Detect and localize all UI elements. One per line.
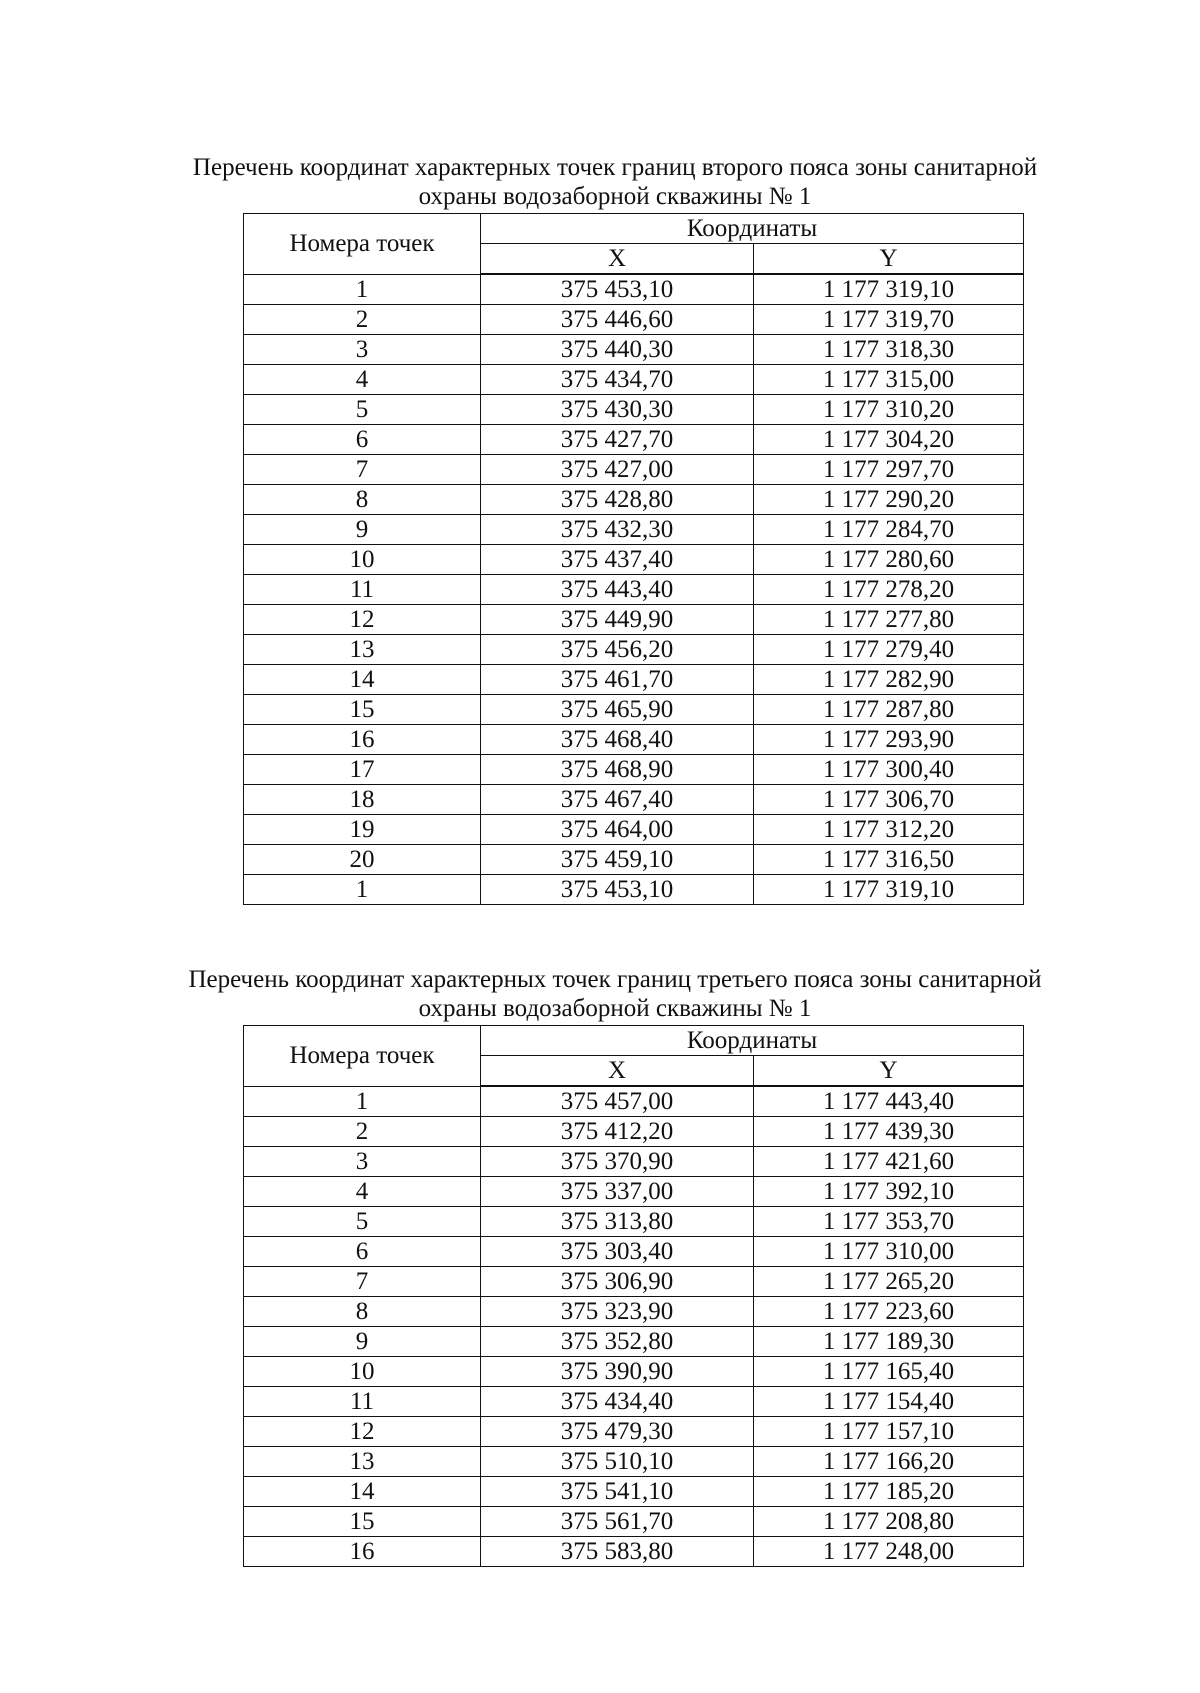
x-coordinate-cell: 375 461,70 xyxy=(481,665,754,695)
y-coordinate-cell: 1 177 312,20 xyxy=(754,815,1024,845)
coordinates-table-third-belt xyxy=(243,1025,1024,1567)
header-coordinates: Координаты xyxy=(481,1026,1024,1056)
point-number-cell: 10 xyxy=(244,1357,481,1387)
y-coordinate-cell: 1 177 223,60 xyxy=(754,1297,1024,1327)
table-row xyxy=(244,1477,1024,1507)
table-row xyxy=(244,605,1024,635)
table-row xyxy=(244,455,1024,485)
table-row xyxy=(244,1117,1024,1147)
table-row xyxy=(244,425,1024,455)
table-row xyxy=(244,815,1024,845)
point-number-cell: 10 xyxy=(244,545,481,575)
x-coordinate-cell: 375 306,90 xyxy=(481,1267,754,1297)
point-number-cell: 1 xyxy=(244,1086,481,1117)
point-number-cell: 5 xyxy=(244,1207,481,1237)
point-number-cell: 16 xyxy=(244,1537,481,1567)
point-number-cell: 8 xyxy=(244,1297,481,1327)
x-coordinate-cell: 375 465,90 xyxy=(481,695,754,725)
x-coordinate-cell: 375 459,10 xyxy=(481,845,754,875)
header-y: Y xyxy=(754,1056,1024,1087)
x-coordinate-cell: 375 432,30 xyxy=(481,515,754,545)
y-coordinate-cell: 1 177 319,70 xyxy=(754,305,1024,335)
point-number-cell: 16 xyxy=(244,725,481,755)
y-coordinate-cell: 1 177 165,40 xyxy=(754,1357,1024,1387)
table-row xyxy=(244,1297,1024,1327)
x-coordinate-cell: 375 430,30 xyxy=(481,395,754,425)
point-number-cell: 15 xyxy=(244,695,481,725)
table-row xyxy=(244,1207,1024,1237)
header-coordinates: Координаты xyxy=(481,214,1024,244)
y-coordinate-cell: 1 177 319,10 xyxy=(754,875,1024,905)
y-coordinate-cell: 1 177 290,20 xyxy=(754,485,1024,515)
x-coordinate-cell: 375 303,40 xyxy=(481,1237,754,1267)
point-number-cell: 14 xyxy=(244,665,481,695)
y-coordinate-cell: 1 177 278,20 xyxy=(754,575,1024,605)
title-line-2: охраны водозаборной скважины № 1 xyxy=(418,183,812,210)
y-coordinate-cell: 1 177 443,40 xyxy=(754,1086,1024,1117)
table-row xyxy=(244,635,1024,665)
point-number-cell: 5 xyxy=(244,395,481,425)
table-row xyxy=(244,515,1024,545)
point-number-cell: 20 xyxy=(244,845,481,875)
x-coordinate-cell: 375 323,90 xyxy=(481,1297,754,1327)
point-number-cell: 6 xyxy=(244,1237,481,1267)
point-number-cell: 14 xyxy=(244,1477,481,1507)
x-coordinate-cell: 375 468,40 xyxy=(481,725,754,755)
point-number-cell: 18 xyxy=(244,785,481,815)
point-number-cell: 6 xyxy=(244,425,481,455)
x-coordinate-cell: 375 561,70 xyxy=(481,1507,754,1537)
header-point-numbers: Номера точек xyxy=(244,214,481,275)
table-row xyxy=(244,1537,1024,1567)
point-number-cell: 1 xyxy=(244,875,481,905)
coordinates-table-second-belt xyxy=(243,213,1024,905)
table-row xyxy=(244,1387,1024,1417)
x-coordinate-cell: 375 337,00 xyxy=(481,1177,754,1207)
table-row xyxy=(244,395,1024,425)
x-coordinate-cell: 375 479,30 xyxy=(481,1417,754,1447)
y-coordinate-cell: 1 177 287,80 xyxy=(754,695,1024,725)
table-row xyxy=(244,274,1024,305)
y-coordinate-cell: 1 177 315,00 xyxy=(754,365,1024,395)
x-coordinate-cell: 375 370,90 xyxy=(481,1147,754,1177)
table-row xyxy=(244,1086,1024,1117)
x-coordinate-cell: 375 449,90 xyxy=(481,605,754,635)
x-coordinate-cell: 375 446,60 xyxy=(481,305,754,335)
table-row xyxy=(244,695,1024,725)
table-row xyxy=(244,1237,1024,1267)
point-number-cell: 11 xyxy=(244,1387,481,1417)
y-coordinate-cell: 1 177 306,70 xyxy=(754,785,1024,815)
y-coordinate-cell: 1 177 208,80 xyxy=(754,1507,1024,1537)
header-point-numbers: Номера точек xyxy=(244,1026,481,1087)
table-row xyxy=(244,1417,1024,1447)
table-row xyxy=(244,305,1024,335)
y-coordinate-cell: 1 177 310,00 xyxy=(754,1237,1024,1267)
y-coordinate-cell: 1 177 154,40 xyxy=(754,1387,1024,1417)
point-number-cell: 13 xyxy=(244,1447,481,1477)
y-coordinate-cell: 1 177 280,60 xyxy=(754,545,1024,575)
y-coordinate-cell: 1 177 310,20 xyxy=(754,395,1024,425)
y-coordinate-cell: 1 177 157,10 xyxy=(754,1417,1024,1447)
x-coordinate-cell: 375 457,00 xyxy=(481,1086,754,1117)
x-coordinate-cell: 375 541,10 xyxy=(481,1477,754,1507)
x-coordinate-cell: 375 434,70 xyxy=(481,365,754,395)
table-row xyxy=(244,1147,1024,1177)
x-coordinate-cell: 375 583,80 xyxy=(481,1537,754,1567)
section-title-second-belt xyxy=(150,153,1080,211)
table-row xyxy=(244,1327,1024,1357)
x-coordinate-cell: 375 453,10 xyxy=(481,875,754,905)
table-row xyxy=(244,1267,1024,1297)
table-row xyxy=(244,1507,1024,1537)
y-coordinate-cell: 1 177 185,20 xyxy=(754,1477,1024,1507)
x-coordinate-cell: 375 440,30 xyxy=(481,335,754,365)
table-row xyxy=(244,335,1024,365)
x-coordinate-cell: 375 510,10 xyxy=(481,1447,754,1477)
point-number-cell: 12 xyxy=(244,1417,481,1447)
point-number-cell: 3 xyxy=(244,335,481,365)
table-body xyxy=(244,274,1024,905)
x-coordinate-cell: 375 390,90 xyxy=(481,1357,754,1387)
y-coordinate-cell: 1 177 304,20 xyxy=(754,425,1024,455)
y-coordinate-cell: 1 177 189,30 xyxy=(754,1327,1024,1357)
title-line-1: Перечень координат характерных точек границ второго пояса зоны санитарной xyxy=(192,154,1038,181)
y-coordinate-cell: 1 177 284,70 xyxy=(754,515,1024,545)
y-coordinate-cell: 1 177 392,10 xyxy=(754,1177,1024,1207)
table-row xyxy=(244,575,1024,605)
point-number-cell: 1 xyxy=(244,274,481,305)
y-coordinate-cell: 1 177 439,30 xyxy=(754,1117,1024,1147)
point-number-cell: 11 xyxy=(244,575,481,605)
point-number-cell: 4 xyxy=(244,365,481,395)
point-number-cell: 7 xyxy=(244,455,481,485)
y-coordinate-cell: 1 177 265,20 xyxy=(754,1267,1024,1297)
x-coordinate-cell: 375 412,20 xyxy=(481,1117,754,1147)
point-number-cell: 8 xyxy=(244,485,481,515)
point-number-cell: 12 xyxy=(244,605,481,635)
title-line-2: охраны водозаборной скважины № 1 xyxy=(418,995,812,1022)
y-coordinate-cell: 1 177 318,30 xyxy=(754,335,1024,365)
x-coordinate-cell: 375 427,00 xyxy=(481,455,754,485)
table-row xyxy=(244,485,1024,515)
point-number-cell: 7 xyxy=(244,1267,481,1297)
point-number-cell: 2 xyxy=(244,1117,481,1147)
x-coordinate-cell: 375 352,80 xyxy=(481,1327,754,1357)
y-coordinate-cell: 1 177 166,20 xyxy=(754,1447,1024,1477)
point-number-cell: 19 xyxy=(244,815,481,845)
table-row xyxy=(244,1447,1024,1477)
point-number-cell: 17 xyxy=(244,755,481,785)
x-coordinate-cell: 375 427,70 xyxy=(481,425,754,455)
x-coordinate-cell: 375 467,40 xyxy=(481,785,754,815)
table-row xyxy=(244,755,1024,785)
point-number-cell: 9 xyxy=(244,1327,481,1357)
point-number-cell: 15 xyxy=(244,1507,481,1537)
table-row xyxy=(244,545,1024,575)
x-coordinate-cell: 375 464,00 xyxy=(481,815,754,845)
table-row xyxy=(244,875,1024,905)
y-coordinate-cell: 1 177 297,70 xyxy=(754,455,1024,485)
point-number-cell: 4 xyxy=(244,1177,481,1207)
y-coordinate-cell: 1 177 319,10 xyxy=(754,274,1024,305)
y-coordinate-cell: 1 177 277,80 xyxy=(754,605,1024,635)
x-coordinate-cell: 375 434,40 xyxy=(481,1387,754,1417)
point-number-cell: 13 xyxy=(244,635,481,665)
header-y: Y xyxy=(754,244,1024,275)
x-coordinate-cell: 375 437,40 xyxy=(481,545,754,575)
y-coordinate-cell: 1 177 282,90 xyxy=(754,665,1024,695)
point-number-cell: 9 xyxy=(244,515,481,545)
table-body xyxy=(244,1086,1024,1567)
y-coordinate-cell: 1 177 421,60 xyxy=(754,1147,1024,1177)
y-coordinate-cell: 1 177 248,00 xyxy=(754,1537,1024,1567)
y-coordinate-cell: 1 177 353,70 xyxy=(754,1207,1024,1237)
y-coordinate-cell: 1 177 279,40 xyxy=(754,635,1024,665)
x-coordinate-cell: 375 313,80 xyxy=(481,1207,754,1237)
y-coordinate-cell: 1 177 300,40 xyxy=(754,755,1024,785)
table-row xyxy=(244,1357,1024,1387)
point-number-cell: 2 xyxy=(244,305,481,335)
y-coordinate-cell: 1 177 316,50 xyxy=(754,845,1024,875)
x-coordinate-cell: 375 453,10 xyxy=(481,274,754,305)
title-line-1: Перечень координат характерных точек границ третьего пояса зоны санитарной xyxy=(188,966,1042,993)
x-coordinate-cell: 375 468,90 xyxy=(481,755,754,785)
y-coordinate-cell: 1 177 293,90 xyxy=(754,725,1024,755)
table-row xyxy=(244,785,1024,815)
x-coordinate-cell: 375 443,40 xyxy=(481,575,754,605)
table-row xyxy=(244,1177,1024,1207)
header-x: X xyxy=(481,1056,754,1087)
header-x: X xyxy=(481,244,754,275)
point-number-cell: 3 xyxy=(244,1147,481,1177)
x-coordinate-cell: 375 428,80 xyxy=(481,485,754,515)
table-row xyxy=(244,665,1024,695)
table-row xyxy=(244,725,1024,755)
section-title-third-belt xyxy=(150,965,1080,1023)
x-coordinate-cell: 375 456,20 xyxy=(481,635,754,665)
table-row xyxy=(244,845,1024,875)
table-row xyxy=(244,365,1024,395)
